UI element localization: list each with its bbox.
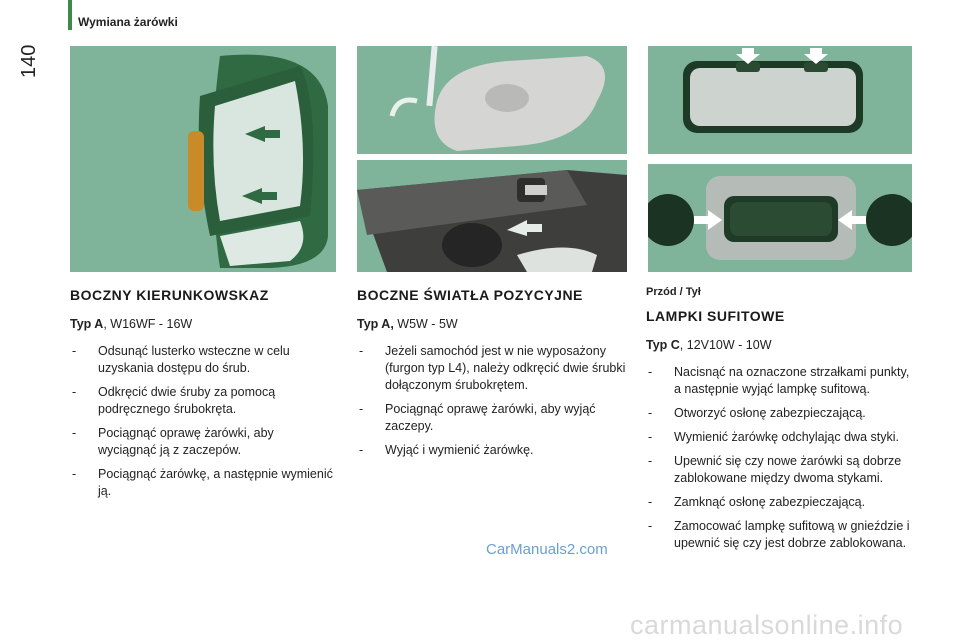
list-item: - Nacisnąć na oznaczone strzałkami punkty, a następnie wyjąć lampkę sufitową.: [646, 364, 916, 398]
header-accent-bar: [68, 0, 72, 30]
col1-type-value: , W16WF - 16W: [103, 317, 193, 331]
col2-steps: [357, 343, 627, 459]
carmanualsonline-watermark: carmanualsonline.info: [630, 610, 904, 640]
ceiling-lamp-bottom-illustration: [648, 164, 912, 272]
list-item: - Wyjąć i wymienić żarówkę.: [357, 442, 627, 459]
list-item: - Odsunąć lusterko wsteczne w celu uzyskania dostępu do śrub.: [70, 343, 335, 377]
list-item: - Odkręcić dwie śruby za pomocą podręcznego śrubokręta.: [70, 384, 335, 418]
ceiling-lamp-top-illustration: [648, 46, 912, 154]
col1-steps: [70, 343, 335, 500]
col2-body: [357, 316, 627, 466]
col2-type-label: Typ A,: [357, 317, 394, 331]
page-number: 140: [18, 44, 40, 78]
list-item: - Pociągnąć żarówkę, a następnie wymienić ją.: [70, 466, 335, 500]
col3-body: [646, 337, 916, 559]
col3-steps: [646, 364, 916, 552]
col1-type-label: Typ A: [70, 317, 104, 331]
carmanuals-link[interactable]: CarManuals2.com: [486, 541, 608, 558]
side-light-top-illustration: [357, 46, 627, 154]
col1-body: [70, 316, 335, 507]
col2-type-value: W5W - 5W: [393, 317, 458, 331]
list-item: - Zamknąć osłonę zabezpieczającą.: [646, 494, 916, 511]
col3-title: LAMPKI SUFITOWE: [646, 308, 785, 324]
list-item: - Jeżeli samochód jest w nie wyposażony (furgon typ L4), należy odkręcić dwie śrubki dołączonym śrubokrętem.: [357, 343, 627, 394]
col1-title: BOCZNY KIERUNKOWSKAZ: [70, 287, 269, 303]
col3-type-label: Typ C: [646, 338, 680, 352]
col3-subtitle: Przód / Tył: [646, 286, 701, 298]
col2-title: BOCZNE ŚWIATŁA POZYCYJNE: [357, 287, 583, 303]
mirror-illustration: [70, 46, 336, 272]
col3-type: [646, 337, 916, 354]
list-item: - Pociągnąć oprawę żarówki, aby wyjąć zaczepy.: [357, 401, 627, 435]
col2-type: [357, 316, 627, 333]
col1-type: [70, 316, 335, 333]
side-light-bottom-illustration: [357, 160, 627, 272]
list-item: - Otworzyć osłonę zabezpieczającą.: [646, 405, 916, 422]
list-item: - Zamocować lampkę sufitową w gnieździe i upewnić się czy jest dobrze zablokowana.: [646, 518, 916, 552]
section-title: Wymiana żarówki: [78, 15, 178, 29]
list-item: - Upewnić się czy nowe żarówki są dobrze zablokowane między dwoma stykami.: [646, 453, 916, 487]
list-item: - Wymienić żarówkę odchylając dwa styki.: [646, 429, 916, 446]
col3-type-value: , 12V10W - 10W: [679, 338, 772, 352]
list-item: - Pociągnąć oprawę żarówki, aby wyciągnąć ją z zaczepów.: [70, 425, 335, 459]
